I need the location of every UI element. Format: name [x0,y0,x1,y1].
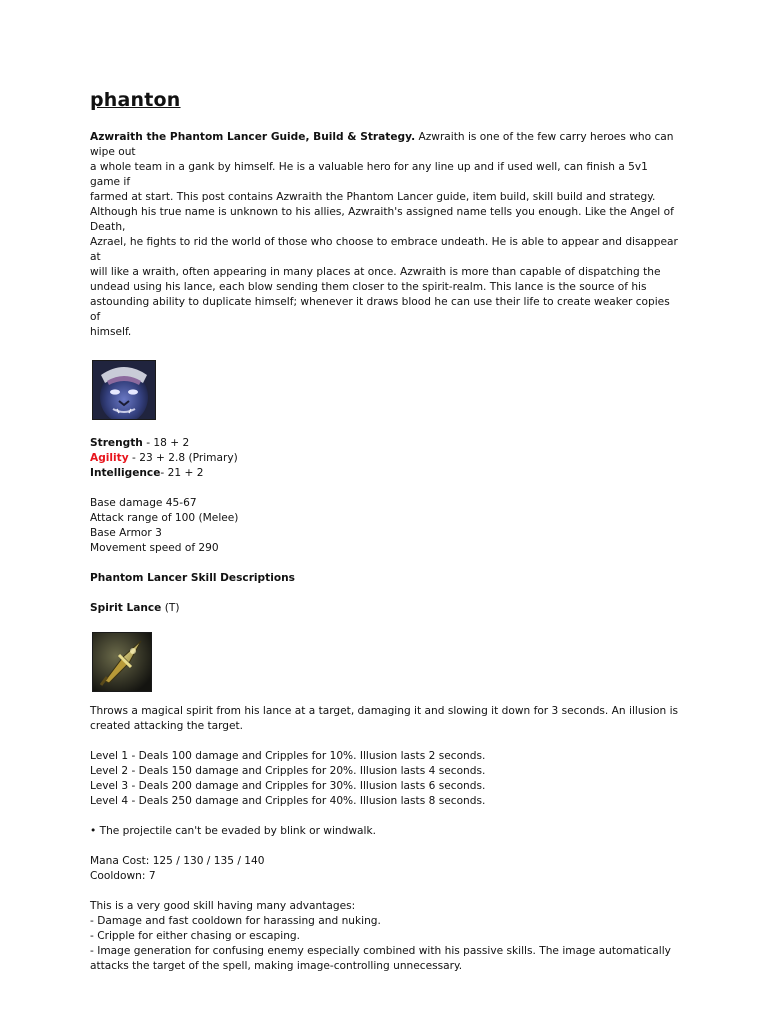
base-stat-line: Base Armor 3 [90,527,162,539]
intro-line: astounding ability to duplicate himself; whenever it draws blood he can use their life to create weaker copies of [90,296,670,323]
spirit-lance-icon [92,632,152,692]
advantage-item: attacks the target of the spell, making image-controlling unnecessary. [90,960,463,972]
advantage-item: - Image generation for confusing enemy especially combined with his passive skills. The image automatically [90,945,671,957]
intro-line: undead using his lance, each blow sending them closer to the spirit-realm. This lance is the source of his [90,281,647,293]
advantage-item: - Cripple for either chasing or escaping. [90,930,300,942]
intro-line: farmed at start. This post contains Azwraith the Phantom Lancer guide, item build, skill build and strategy. [90,191,656,203]
intro-lead: Azwraith the Phantom Lancer Guide, Build & Strategy. [90,131,416,143]
stat-intelligence [90,466,680,481]
intro-line: Azwraith is one of the few carry heroes who can wipe out [90,131,674,158]
advantages-intro: This is a very good skill having many advantages: [90,900,356,912]
intro-line: a whole team in a gank by himself. He is a valuable hero for any line up and if used well, can finish a 5v1 game if [90,161,648,188]
cooldown: Cooldown: 7 [90,870,156,882]
advantage-item: - Damage and fast cooldown for harassing and nuking. [90,915,381,927]
skills-heading: Phantom Lancer Skill Descriptions [90,572,295,584]
skill-hotkey: (T) [161,602,180,614]
agility-value: - 23 + 2.8 (Primary) [128,452,238,464]
strength-value: - 18 + 2 [142,437,190,449]
mana-cost: Mana Cost: 125 / 130 / 135 / 140 [90,855,265,867]
skill-level-line: Level 4 - Deals 250 damage and Cripples for 40%. Illusion lasts 8 seconds. [90,795,486,807]
stat-strength [90,436,680,451]
intelligence-value: - 21 + 2 [160,467,204,479]
intro-line: will like a wraith, often appearing in many places at once. Azwraith is more than capable of dispatching the [90,266,661,278]
document-body [90,88,680,974]
intro-line: Although his true name is unknown to his allies, Azwraith's assigned name tells you enough. Like the Angel of Death, [90,206,674,233]
skill-level-line: Level 2 - Deals 150 damage and Cripples for 20%. Illusion lasts 4 seconds. [90,765,486,777]
skill-description-line: Throws a magical spirit from his lance at a target, damaging it and slowing it down for 3 seconds. An illusion is [90,705,679,717]
skill-level-line: Level 1 - Deals 100 damage and Cripples for 10%. Illusion lasts 2 seconds. [90,750,486,762]
intro-line: himself. [90,326,132,338]
phantom-lancer-portrait-icon [92,360,156,420]
skill-title [90,601,680,616]
base-stat-line: Movement speed of 290 [90,542,219,554]
stat-agility [90,451,680,466]
intro-line: Azrael, he fights to rid the world of those who choose to embrace undeath. He is able to appear and disappear at [90,236,678,263]
skill-description-line: created attacking the target. [90,720,244,732]
intelligence-label: Intelligence [90,467,161,479]
skill-level-line: Level 3 - Deals 200 damage and Cripples for 30%. Illusion lasts 6 seconds. [90,780,486,792]
base-stat-line: Base damage 45-67 [90,497,197,509]
skill-name: Spirit Lance [90,602,162,614]
page-title: phanton [90,89,181,111]
skill-note: • The projectile can't be evaded by blink or windwalk. [90,825,376,837]
base-stat-line: Attack range of 100 (Melee) [90,512,239,524]
intro-paragraph [90,130,680,340]
strength-label: Strength [90,437,143,449]
agility-label: Agility [90,452,129,464]
